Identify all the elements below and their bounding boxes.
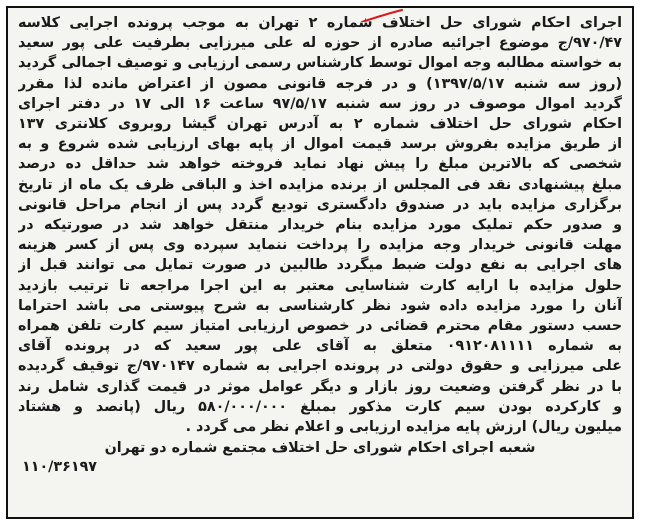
reference-number: ۱۱۰/۳۶۱۹۷: [22, 459, 98, 476]
notice-line: با در نظر گرفتن وضعیت روز بازار و دیگر عوامل موثر در قیمت گذاری شامل رند: [18, 378, 622, 395]
red-pen-mark: [360, 8, 404, 22]
notice-line: علی میرزایی و حقوق دولتی در پرونده اجرایی به شماره ۹۷۰۱۴۷/ج توقیف گردیده: [18, 358, 622, 375]
notice-body: [18, 13, 622, 437]
notice-line: احکام شورای حل اختلاف شماره ۲ به آدرس تهران گیشا روبروی کلانتری ۱۳۷: [18, 116, 622, 133]
notice-line: و صدور حکم تملیک مورد مزایده بنام خریدار منتقل خواهد شد در صورتیکه در: [18, 217, 622, 234]
notice-line: ۹۷۰/۴۷/ج موضوع اجرائیه صادره از حوزه له علی میرزایی بطرفیت علی پور سعید: [18, 35, 622, 52]
notice-line: مهلت قانونی خریدار وجه مزایده را پرداخت ننماید سپرده وی پس از کسر هزینه: [18, 237, 622, 254]
notice-line: حلول مزایده با ارایه کارت شناسایی معتبر به این اجرا مراجعه تا ترتیب بازدید: [18, 277, 622, 294]
notice-line: میلیون ریال) ارزش پایه مزایده ارزیابی و اعلام نظر می گردد .: [185, 419, 622, 436]
notice-line: حسب دستور مقام محترم قضائی در خصوص ارزیابی امتیاز سیم کارت تلفن همراه: [18, 318, 622, 335]
notice-line: و کارکرده بودن سیم کارت مذکور بمبلغ ۵۸۰/۰۰۰/۰۰۰ ریال (پانصد و هشتاد: [18, 398, 622, 415]
notice-line: (روز سه شنبه ۱۳۹۷/۵/۱۷) و در فرجه قانونی مصون از اعتراض مانده لذا مقرر: [18, 75, 622, 92]
notice-line: گردید اموال موصوف در روز سه شنبه ۹۷/۵/۱۷ ساعت ۱۶ الی ۱۷ در دفتر اجرای: [18, 95, 622, 112]
notice-line: به شماره ۰۹۱۲۰۸۱۱۱۱ متعلق به آقای علی پور سعید که در پرونده آقای: [18, 338, 622, 355]
notice-line: از طریق مزایده بفروش برسد قیمت اموال از پایه بهای ارزیابی شده شروع و به: [18, 136, 622, 153]
notice-line: شخصی که بالاترین مبلغ را پیش نهاد نماید فروخته خواهد شد حداقل ده درصد: [18, 156, 622, 173]
notice-line: های اجرایی به نفع دولت ضبط میگردد طالبین در صورت تمایل می توانند قبل از: [18, 257, 622, 274]
notice-line: مبلغ پیشنهادی نقد فی المجلس از برنده مزایده اخذ و الباقی ظرف یک ماه از تاریخ: [18, 176, 622, 193]
notice-line: آنان را مورد مزایده داده شود نظر کارشناسی به شرح پیوستی می باشد احتراما: [18, 297, 622, 314]
notice-line: برگزاری مزایده باید در صندوق دادگستری تودیع گردد پس از انجام مراحل قانونی: [18, 196, 622, 213]
issuer-signature: شعبه اجرای احکام شورای حل اختلاف مجتمع شماره دو تهران: [104, 440, 536, 457]
notice-line: به خواسته مطالبه وجه اموال توسط کارشناس رسمی ارزیابی و توصیف اجمالی گردید: [18, 55, 622, 72]
notice-line: اجرای احکام شورای حل اختلاف شماره ۲ تهران به موجب پرونده اجرایی کلاسه: [18, 15, 622, 31]
legal-notice: [6, 6, 634, 519]
